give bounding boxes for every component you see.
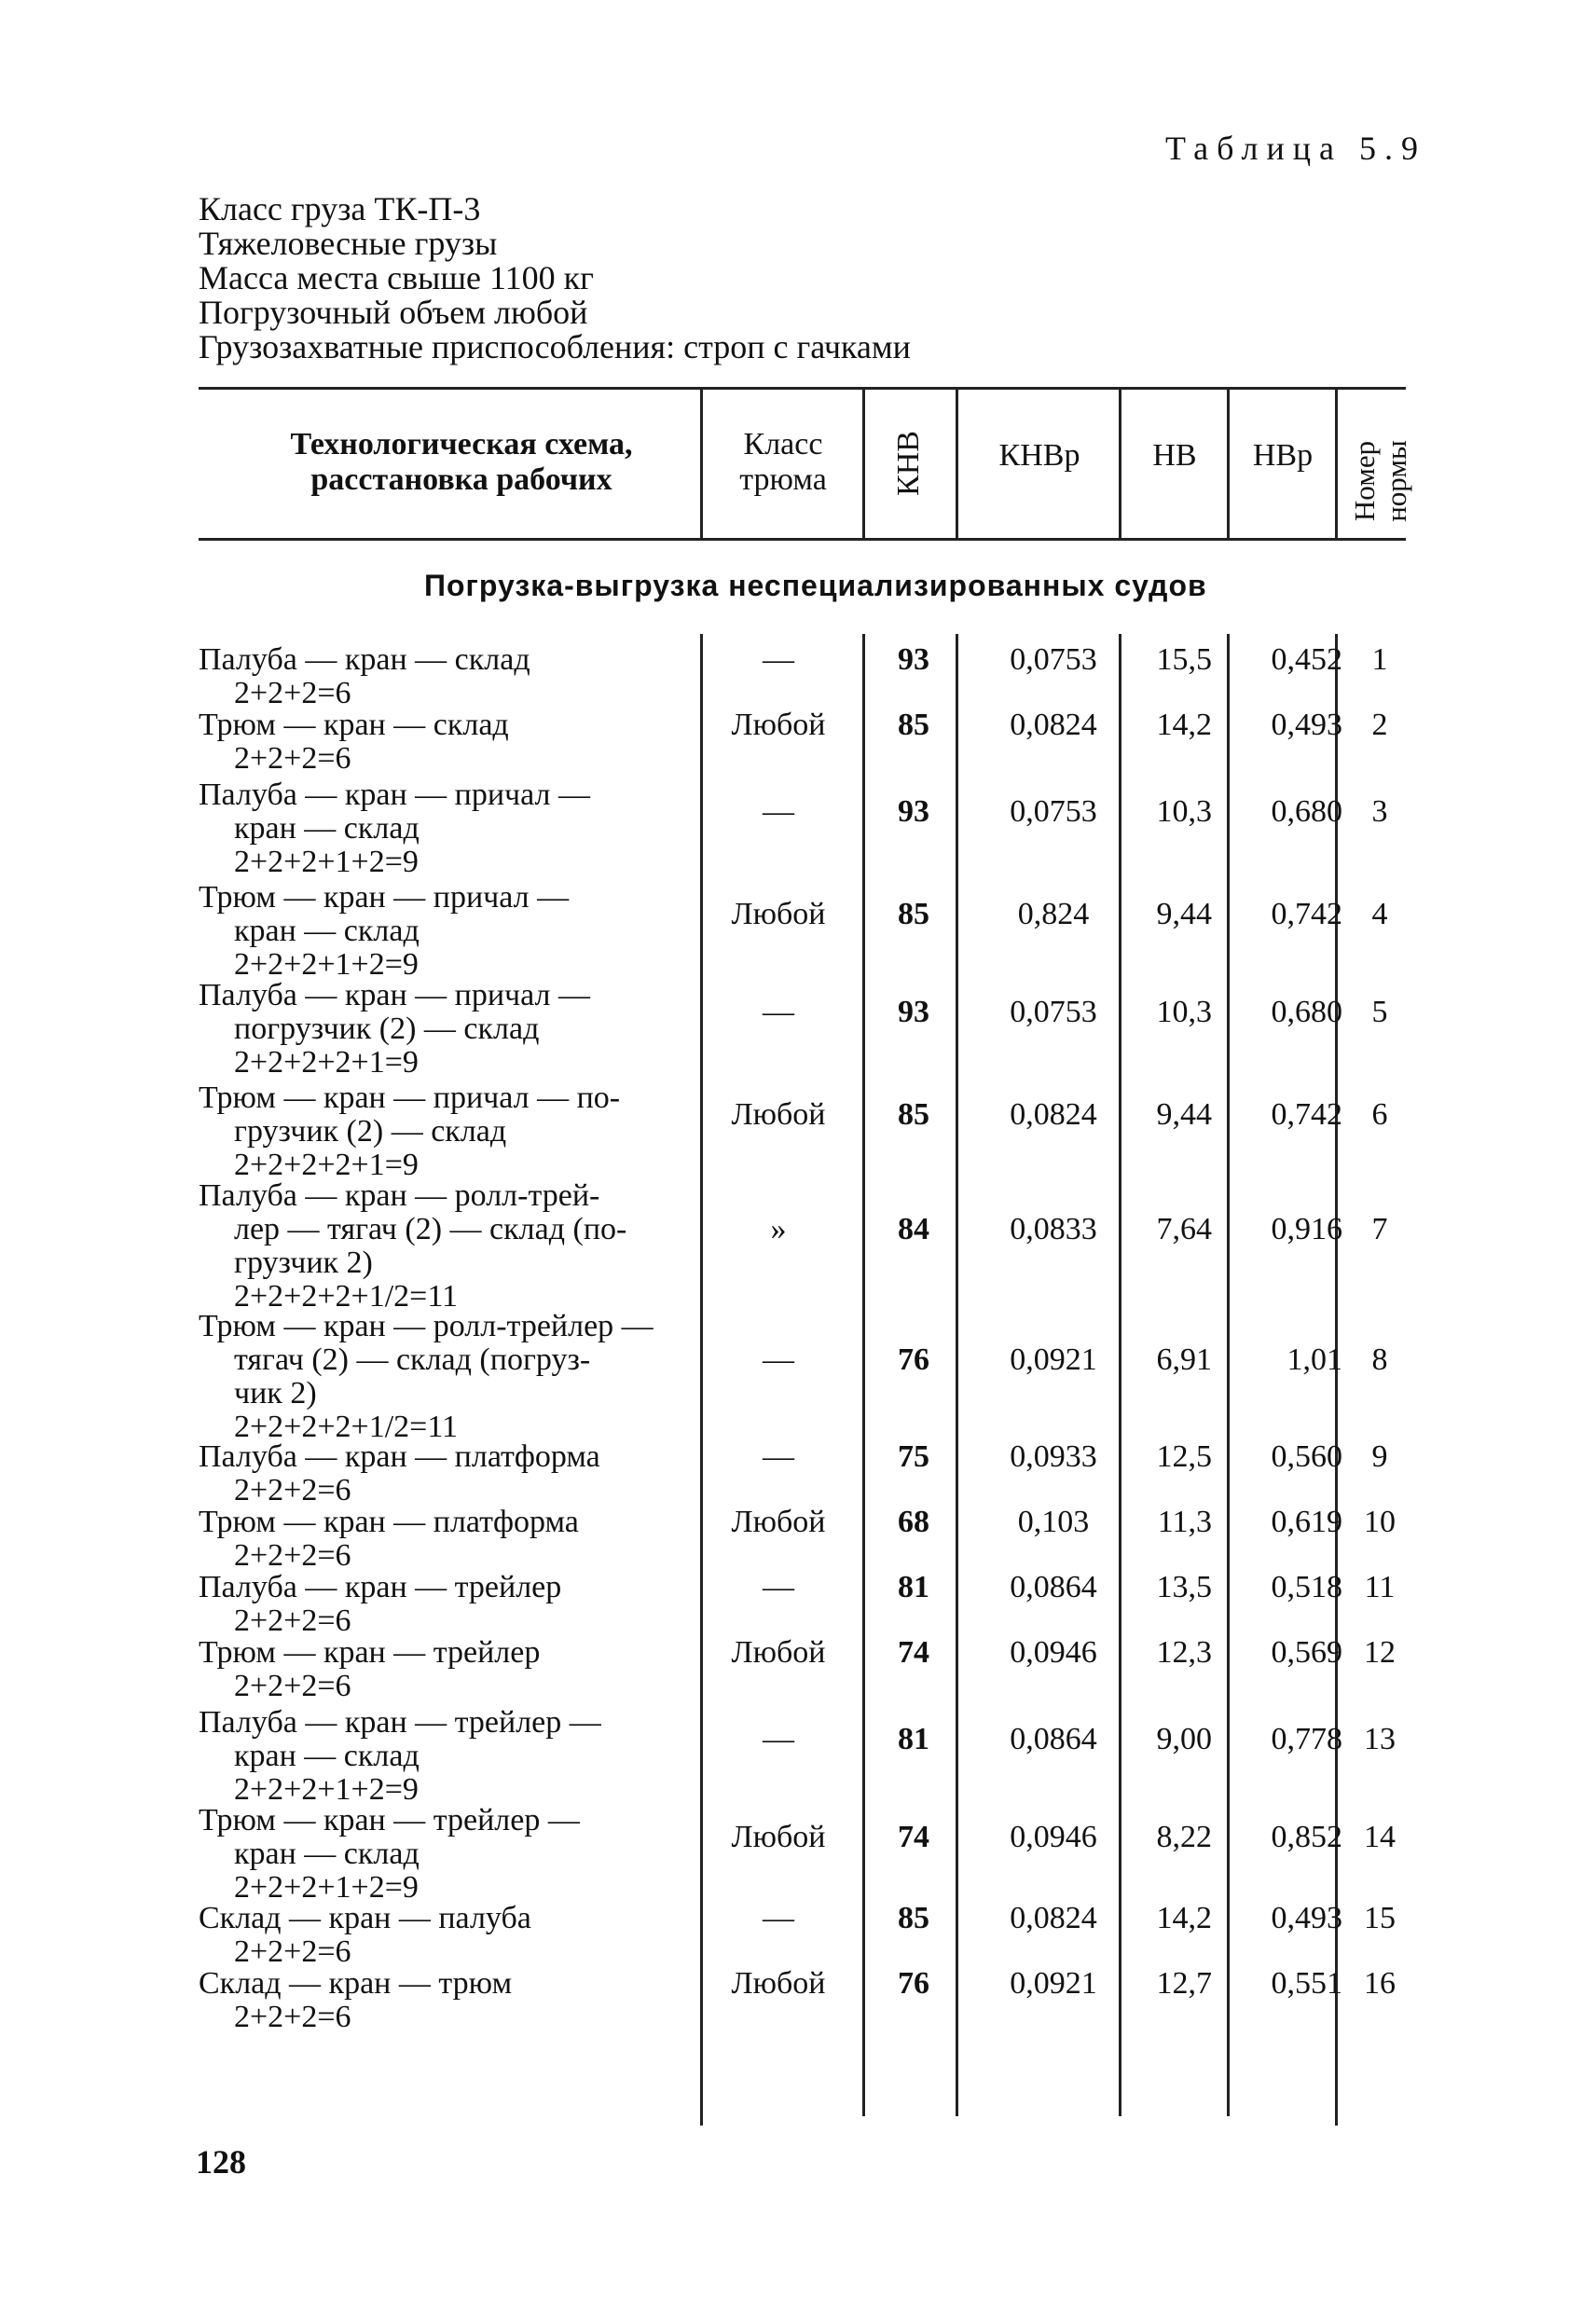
row-norm-number: 6	[1371, 1097, 1388, 1132]
row-hold-class: —	[763, 794, 794, 829]
row-nvp: 0,778	[1271, 1722, 1342, 1756]
table-top-rule	[199, 387, 1406, 390]
cargo-meta	[199, 192, 911, 365]
row-norm-number: 7	[1371, 1212, 1388, 1246]
row-norm-number: 3	[1371, 794, 1388, 829]
row-nvp: 0,569	[1271, 1635, 1342, 1670]
row-nv: 12,3	[1156, 1635, 1212, 1670]
row-knvp: 0,0753	[1010, 995, 1097, 1029]
row-scheme	[199, 1440, 600, 1507]
row-hold-class: »	[770, 1212, 787, 1246]
row-nv: 14,2	[1156, 708, 1212, 742]
row-scheme	[199, 1506, 579, 1573]
row-norm-number: 14	[1364, 1820, 1396, 1854]
row-nvp: 0,518	[1271, 1570, 1342, 1604]
row-nvp: 0,493	[1271, 1901, 1342, 1935]
row-nv: 12,7	[1156, 1966, 1212, 2001]
header-hold-class: Класс трюма	[739, 427, 827, 497]
scheme-line: 2+2+2+1+2=9	[234, 1772, 419, 1807]
table-label: Таблица 5.9	[1165, 130, 1426, 167]
scheme-line: Трюм — кран — склад	[199, 708, 509, 742]
row-norm-number: 1	[1371, 642, 1388, 677]
row-nv: 9,00	[1156, 1722, 1212, 1756]
scheme-line: Трюм — кран — трейлер	[199, 1635, 541, 1670]
meta-gear: Грузозахватные приспособления: строп с гачками	[199, 328, 911, 365]
row-knv: 75	[898, 1439, 929, 1474]
row-knv: 85	[898, 1901, 929, 1935]
scheme-line: 2+2+2+1+2=9	[234, 947, 419, 982]
scheme-line: 2+2+2+2+1/2=11	[234, 1279, 459, 1314]
scheme-line: 2+2+2=6	[234, 2000, 351, 2034]
row-knvp: 0,103	[1017, 1505, 1090, 1539]
scheme-line: Трюм — кран — причал —	[199, 880, 570, 915]
row-nv: 8,22	[1156, 1820, 1212, 1854]
row-scheme	[199, 979, 590, 1080]
row-scheme	[199, 1804, 580, 1905]
scheme-line: 2+2+2=6	[234, 741, 351, 776]
row-knvp: 0,0753	[1010, 794, 1097, 829]
row-norm-number: 9	[1371, 1439, 1388, 1474]
row-knvp: 0,0753	[1010, 642, 1097, 677]
row-hold-class: —	[763, 1901, 794, 1935]
row-nv: 11,3	[1157, 1505, 1212, 1539]
row-knvp: 0,0824	[1010, 708, 1097, 742]
row-hold-class: —	[763, 642, 794, 677]
row-knv: 76	[898, 1966, 929, 2001]
row-norm-number: 13	[1364, 1722, 1396, 1756]
scheme-line: 2+2+2=6	[234, 1669, 351, 1703]
scheme-line: Трюм — кран — трейлер —	[199, 1803, 580, 1837]
row-nvp: 0,619	[1271, 1505, 1342, 1539]
row-norm-number: 12	[1364, 1635, 1396, 1670]
meta-cargo-type: Тяжеловесные грузы	[199, 225, 498, 262]
scheme-line: 2+2+2+1+2=9	[234, 845, 419, 879]
row-hold-class: Любой	[731, 1505, 826, 1539]
row-knvp: 0,0833	[1010, 1212, 1097, 1246]
row-norm-number: 16	[1364, 1966, 1396, 2001]
row-hold-class: Любой	[731, 708, 826, 742]
scheme-line: тягач (2) — склад (погруз-	[234, 1342, 591, 1377]
row-norm-number: 10	[1364, 1505, 1396, 1539]
header-norm-number: Номер нормы	[1348, 440, 1412, 522]
row-nv: 12,5	[1156, 1439, 1212, 1474]
row-scheme	[199, 1179, 626, 1314]
row-nvp: 0,742	[1271, 897, 1342, 931]
scheme-line: Палуба — кран — причал —	[199, 978, 591, 1012]
row-hold-class: Любой	[731, 897, 826, 931]
row-nvp: 0,560	[1271, 1439, 1342, 1474]
row-hold-class: —	[763, 1439, 794, 1474]
row-hold-class: Любой	[731, 1097, 826, 1132]
row-scheme	[199, 1081, 620, 1182]
row-knv: 81	[898, 1722, 929, 1756]
row-knv: 85	[898, 708, 929, 742]
row-knvp: 0,824	[1017, 897, 1090, 931]
scheme-line: Палуба — кран — трейлер	[199, 1570, 562, 1604]
row-knv: 76	[898, 1342, 929, 1377]
row-nv: 9,44	[1156, 1097, 1212, 1132]
row-scheme	[199, 778, 590, 879]
row-nvp: 0,680	[1271, 995, 1342, 1029]
row-knvp: 0,0864	[1010, 1722, 1097, 1756]
scheme-line: Трюм — кран — причал — по-	[199, 1080, 621, 1115]
row-scheme	[199, 1636, 540, 1703]
row-nv: 7,64	[1156, 1212, 1212, 1246]
scheme-line: Склад — кран — палуба	[199, 1901, 531, 1935]
scheme-line: 2+2+2=6	[234, 1934, 351, 1969]
scheme-line: 2+2+2+1+2=9	[234, 1870, 419, 1905]
row-hold-class: —	[763, 1570, 794, 1604]
row-nvp: 0,680	[1271, 794, 1342, 829]
header-nv: НВ	[1152, 438, 1197, 473]
scheme-line: Трюм — кран — платформа	[199, 1505, 579, 1539]
row-nvp: 0,852	[1271, 1820, 1342, 1854]
page-number: 128	[196, 2143, 246, 2181]
row-knv: 93	[898, 794, 929, 829]
scheme-line: лер — тягач (2) — склад (по-	[234, 1212, 627, 1246]
header-divider	[1335, 390, 1338, 539]
row-scheme	[199, 1902, 531, 1969]
row-knv: 74	[898, 1635, 929, 1670]
row-nvp: 0,452	[1271, 642, 1342, 677]
scheme-line: кран — склад	[234, 811, 420, 846]
header-divider	[1119, 390, 1121, 539]
row-norm-number: 8	[1371, 1342, 1388, 1377]
meta-mass: Масса места свыше 1100 кг	[199, 259, 594, 296]
row-nvp: 0,916	[1271, 1212, 1342, 1246]
row-nvp: 0,551	[1271, 1966, 1342, 2001]
row-knvp: 0,0946	[1010, 1820, 1097, 1854]
row-norm-number: 15	[1364, 1901, 1396, 1935]
row-knvp: 0,0864	[1010, 1570, 1097, 1604]
header-knv: КНВ	[891, 431, 926, 496]
scheme-line: кран — склад	[234, 1837, 420, 1871]
row-norm-number: 5	[1371, 995, 1388, 1029]
row-knvp: 0,0824	[1010, 1097, 1097, 1132]
scheme-line: погрузчик (2) — склад	[234, 1012, 540, 1046]
row-knv: 81	[898, 1570, 929, 1604]
scheme-line: Склад — кран — трюм	[199, 1966, 513, 2001]
scheme-line: 2+2+2+2+1/2=11	[234, 1410, 459, 1444]
scheme-line: грузчик 2)	[234, 1245, 373, 1280]
meta-volume: Погрузочный объем любой	[199, 294, 588, 331]
scheme-line: 2+2+2+2+1=9	[234, 1148, 419, 1182]
header-divider	[956, 390, 958, 539]
row-hold-class: —	[763, 995, 794, 1029]
scheme-line: кран — склад	[234, 914, 420, 948]
meta-cargo-class: Класс груза ТК-П-3	[199, 190, 481, 227]
header-nvp: НВр	[1252, 438, 1314, 473]
row-nv: 6,91	[1156, 1342, 1212, 1377]
row-knv: 84	[898, 1212, 929, 1246]
row-nv: 9,44	[1156, 897, 1212, 931]
row-hold-class: Любой	[731, 1635, 826, 1670]
row-nvp: 0,742	[1271, 1097, 1342, 1132]
scheme-line: 2+2+2=6	[234, 1603, 351, 1638]
table-header-rule	[199, 538, 1406, 541]
scheme-line: чик 2)	[234, 1376, 317, 1411]
scheme-line: 2+2+2=6	[234, 1473, 351, 1507]
row-scheme	[199, 643, 530, 710]
scheme-line: Палуба — кран — трейлер —	[199, 1705, 601, 1740]
header-knvp: КНВр	[998, 438, 1080, 473]
scheme-line: Палуба — кран — причал —	[199, 778, 591, 812]
scheme-line: 2+2+2=6	[234, 676, 351, 710]
row-scheme	[199, 881, 569, 982]
scheme-line: Палуба — кран — склад	[199, 642, 530, 677]
row-scheme	[199, 1706, 601, 1807]
row-hold-class: —	[763, 1342, 794, 1377]
row-nvp: 1,01	[1286, 1342, 1342, 1377]
scheme-line: Палуба — кран — платформа	[199, 1439, 600, 1474]
row-scheme	[199, 1571, 561, 1638]
row-knv: 74	[898, 1820, 929, 1854]
body-divider	[862, 634, 865, 2116]
row-norm-number: 4	[1371, 897, 1388, 931]
row-scheme	[199, 709, 509, 776]
row-nv: 10,3	[1156, 995, 1212, 1029]
row-knvp: 0,0946	[1010, 1635, 1097, 1670]
row-norm-number: 2	[1371, 708, 1388, 742]
header-divider	[862, 390, 865, 539]
row-knv: 85	[898, 1097, 929, 1132]
scheme-line: Трюм — кран — ролл-трейлер —	[199, 1309, 654, 1343]
row-knv: 68	[898, 1505, 929, 1539]
scheme-line: 2+2+2+2+1=9	[234, 1045, 419, 1080]
row-knv: 85	[898, 897, 929, 931]
row-nv: 14,2	[1156, 1901, 1212, 1935]
row-nv: 10,3	[1156, 794, 1212, 829]
section-title: Погрузка-выгрузка неспециализированных судов	[424, 569, 1207, 602]
row-hold-class: —	[763, 1722, 794, 1756]
row-knvp: 0,0824	[1010, 1901, 1097, 1935]
row-scheme	[199, 1310, 654, 1444]
row-knvp: 0,0933	[1010, 1439, 1097, 1474]
scheme-line: Палуба — кран — ролл-трей-	[199, 1178, 600, 1213]
body-divider	[1227, 634, 1230, 2116]
scheme-line: 2+2+2=6	[234, 1538, 351, 1573]
row-nvp: 0,493	[1271, 708, 1342, 742]
scheme-line: грузчик (2) — склад	[234, 1114, 507, 1149]
scheme-line: кран — склад	[234, 1739, 420, 1773]
row-scheme	[199, 1967, 512, 2034]
header-divider	[700, 390, 703, 539]
header-divider	[1227, 390, 1230, 539]
row-norm-number: 11	[1364, 1570, 1396, 1604]
row-knvp: 0,0921	[1010, 1342, 1097, 1377]
row-hold-class: Любой	[731, 1820, 826, 1854]
header-scheme: Технологическая схема, расстановка рабочих	[290, 427, 633, 497]
row-hold-class: Любой	[731, 1966, 826, 2001]
row-knv: 93	[898, 642, 929, 677]
row-knvp: 0,0921	[1010, 1966, 1097, 2001]
row-nv: 13,5	[1156, 1570, 1212, 1604]
row-knv: 93	[898, 995, 929, 1029]
row-nv: 15,5	[1156, 642, 1212, 677]
